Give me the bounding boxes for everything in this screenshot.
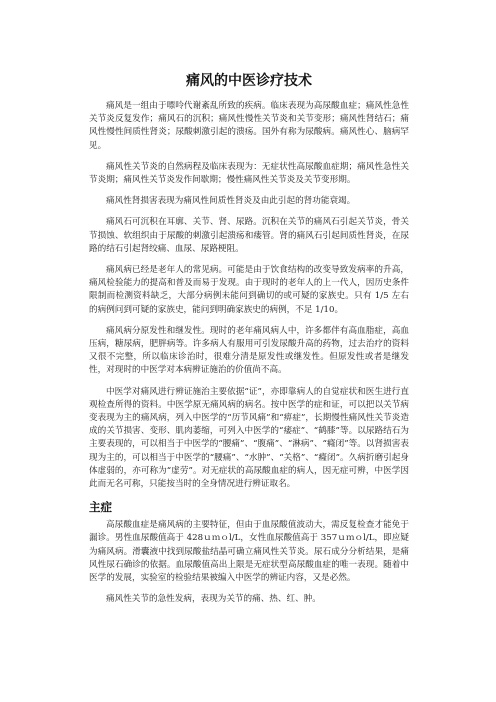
paragraph-definition: 痛风是一组由于嘌呤代谢紊乱所致的疾病。临床表现为高尿酸血症；痛风性急性关节炎反复发作；痛风石的沉积；痛风性慢性关节炎和关节变形；痛风性肾结石；痛风性慢性间质性肾炎；尿酸刺激引起的溃疡。国外有称为尿酸病。痛风性心、脑病罕见。 [89,101,409,151]
paragraph-elderly: 痛风病已经是老年人的常见病。可能是由于饮食结构的改变导致发病率的升高，痛风检验能力的提高和普及而易于发现。由于现时的老年人的上一代人，因历史条件限制而检测资料缺乏，大部分病例未能问到确切的或可疑的家族史。只有 1/5 左右的病例问到可疑的家族史，能问到明确家族史的病例，不足 1/10。 [89,265,409,315]
paragraph-tcm-diagnosis: 中医学对痛风进行辨证施治主要依据“证”，亦即靠病人的自觉症状和医生进行直观检查所得的资料。中医学原无痛风病的病名。按中医学的症和证，可以把以关节病变表现为主的痛风病，列入中医学的“历节风痛”和“痹症”，长期慢性痛风性关节炎造成的关节损害、变形、肌肉萎缩，可列入中医学的“痿症”、“鹤膝”等。以尿路结石为主要表现的，可以相当于中医学的“腰痛”、“腹痛”、“淋病”、“癃闭”等。以肾损害表现为主的，可以相当于中医学的“腰痛”、“水肿”、“关格”、“癃闭”。久病折磨引起身体虚弱的，亦可称为“虚劳”。对无症状的高尿酸血症的病人，因无症可辨，中医学因此而无名可称，只能按当时的全身情况进行辨证取名。 [89,386,409,490]
paragraph-natural-course: 痛风性关节炎的自然病程及临床表现为：无症状性高尿酸血症期；痛风性急性关节炎期；痛风性关节炎发作间歇期；慢性痛风性关节炎及关节变形期。 [89,161,409,186]
paragraph-acute-onset: 痛风性关节的急性发病，表现为关节的痛、热、红、肿。 [106,594,321,605]
document-title: 痛风的中医诊疗技术 [186,73,312,89]
document-page [89,72,409,615]
paragraph-kidney-damage: 痛风性肾损害表现为痛风性间质性肾炎及由此引起的肾功能衰竭。 [106,196,356,207]
section-heading-main-symptoms: 主症 [89,500,112,515]
paragraph-primary-secondary: 痛风病分原发性和继发性。现时的老年痛风病人中，许多都伴有高血脂症，高血压病，糖尿病，肥胖病等。许多病人有服用可引发尿酸升高的药物，过去治疗的资料又很不完整，所以临床诊治时，很难分清是原发性或继发性。但原发性或者是继发性，对现时的中医学对本病辨证施治的价值尚不高。 [89,325,409,376]
paragraph-tophi: 痛风石可沉积在耳廓、关节、肾、尿路。沉积在关节的痛风石引起关节炎，骨关节损蚀、软组织由于尿酸的刺激引起溃疡和瘘管。肾的痛风石引起间质性肾炎，在尿路的结石引起肾绞痛、血尿、尿路梗阻。 [89,217,409,254]
paragraph-hyperuricemia: 高尿酸血症是痛风病的主要特征，但由于血尿酸值波动大，需反复检查才能免于漏诊。男性血尿酸值高于 428ｕｍｏl/L，女性血尿酸值高于 357ｕｍｏl/L，即应疑为痛风病。滑囊液中找到尿酸盐结晶可确立痛风性关节炎。尿石成分分析结果，是痛风性尿石确诊的依据。血尿酸值高出上限是无症状型高尿酸血症的唯一表现。随着中医学的发展，实验室的检验结果被编入中医学的辨证内容，又是必然。 [89,520,409,584]
